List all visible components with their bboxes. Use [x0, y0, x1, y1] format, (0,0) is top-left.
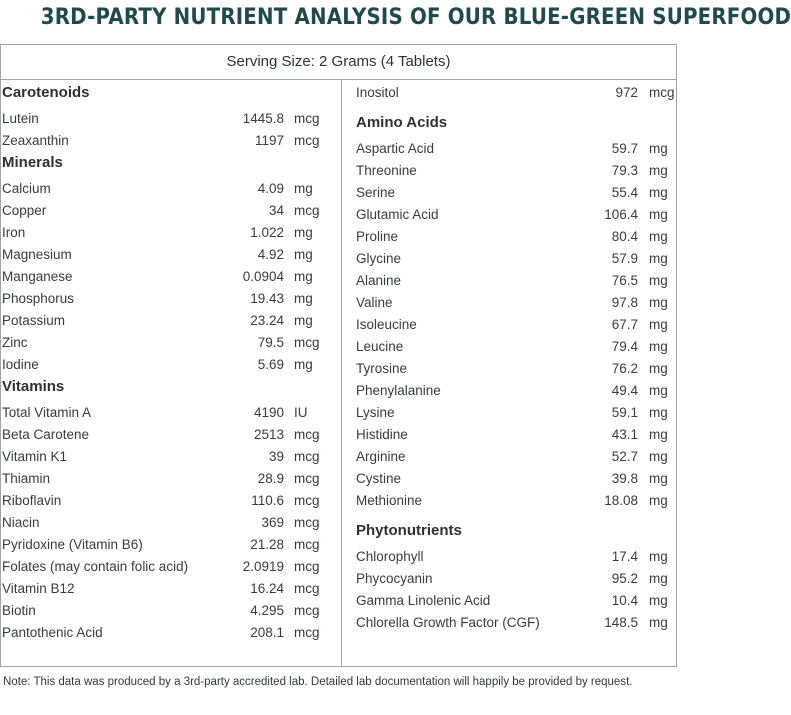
- nutrient-name: Thiamin: [2, 471, 51, 486]
- nutrient-value: 55.4: [611, 185, 638, 200]
- nutrient-unit: mg: [294, 247, 313, 262]
- nutrient-value: 18.08: [604, 493, 638, 508]
- nutrient-name: Biotin: [2, 603, 36, 618]
- nutrient-unit: mg: [294, 313, 313, 328]
- nutrient-name: Manganese: [2, 269, 73, 284]
- nutrient-table: [0, 44, 677, 667]
- nutrient-value: 106.4: [604, 207, 638, 222]
- page-title: 3RD-PARTY NUTRIENT ANALYSIS OF OUR BLUE-GREEN SUPERFOOD: [40, 4, 791, 30]
- nutrient-name: Inositol: [356, 85, 399, 100]
- section-heading: Amino Acids: [356, 114, 448, 131]
- nutrient-unit: mg: [649, 295, 668, 310]
- nutrient-name: Potassium: [2, 313, 66, 328]
- nutrient-value: 79.3: [611, 163, 638, 178]
- nutrient-name: Zeaxanthin: [2, 133, 69, 148]
- nutrient-unit: mcg: [294, 449, 320, 464]
- nutrient-unit: mg: [649, 273, 668, 288]
- nutrient-value: 76.2: [611, 361, 638, 376]
- nutrient-unit: mcg: [294, 427, 320, 442]
- nutrient-value: 34: [268, 203, 284, 218]
- nutrient-value: 369: [261, 515, 284, 530]
- nutrient-unit: mg: [649, 229, 668, 244]
- nutrient-unit: mg: [649, 427, 668, 442]
- nutrient-unit: mcg: [294, 111, 320, 126]
- nutrient-unit: mg: [649, 163, 668, 178]
- nutrient-unit: mcg: [294, 335, 320, 350]
- nutrient-value: 0.0904: [242, 269, 284, 284]
- nutrient-value: 28.9: [257, 471, 284, 486]
- nutrient-value: 21.28: [250, 537, 284, 552]
- nutrient-value: 10.4: [611, 593, 638, 608]
- nutrient-value: 148.5: [604, 615, 638, 630]
- nutrient-unit: mg: [649, 141, 668, 156]
- nutrient-value: 23.24: [250, 313, 284, 328]
- nutrient-name: Isoleucine: [356, 317, 417, 332]
- nutrient-unit: mcg: [294, 625, 320, 640]
- nutrient-unit: mg: [649, 571, 668, 586]
- nutrient-unit: mcg: [294, 559, 320, 574]
- nutrient-unit: mg: [294, 225, 313, 240]
- nutrient-value: 97.8: [611, 295, 638, 310]
- nutrient-name: Phosphorus: [2, 291, 75, 306]
- nutrient-unit: mcg: [294, 581, 320, 596]
- nutrient-name: Leucine: [356, 339, 404, 354]
- nutrient-name: Vitamin B12: [2, 581, 75, 596]
- nutrient-name: Folates (may contain folic acid): [2, 559, 189, 574]
- nutrient-unit: mg: [649, 405, 668, 420]
- nutrient-unit: mcg: [294, 493, 320, 508]
- nutrient-name: Iodine: [2, 357, 39, 372]
- nutrient-name: Riboflavin: [2, 493, 62, 508]
- nutrient-value: 110.6: [251, 493, 284, 508]
- nutrient-unit: mg: [649, 207, 668, 222]
- nutrient-name: Serine: [356, 185, 396, 200]
- nutrient-unit: mg: [649, 471, 668, 486]
- nutrient-value: 19.43: [250, 291, 284, 306]
- nutrient-value: 59.7: [611, 141, 638, 156]
- nutrient-value: 39: [268, 449, 284, 464]
- nutrient-value: 4190: [253, 405, 284, 420]
- nutrient-unit: mcg: [294, 603, 320, 618]
- nutrient-unit: mg: [649, 251, 668, 266]
- nutrient-unit: mcg: [294, 133, 320, 148]
- nutrient-unit: mg: [294, 269, 313, 284]
- nutrient-name: Magnesium: [2, 247, 72, 262]
- nutrient-name: Histidine: [356, 427, 408, 442]
- nutrient-name: Lysine: [356, 405, 395, 420]
- nutrient-name: Chlorella Growth Factor (CGF): [356, 615, 540, 630]
- nutrient-name: Niacin: [2, 515, 40, 530]
- nutrient-name: Vitamin K1: [2, 449, 68, 464]
- section-heading: Phytonutrients: [356, 522, 462, 539]
- nutrient-value: 43.1: [611, 427, 638, 442]
- nutrient-value: 16.24: [250, 581, 284, 596]
- nutrient-unit: mg: [649, 383, 668, 398]
- nutrient-value: 17.4: [611, 549, 638, 564]
- nutrient-value: 49.4: [611, 383, 638, 398]
- nutrient-name: Cystine: [356, 471, 402, 486]
- nutrient-unit: mcg: [649, 85, 675, 100]
- nutrient-value: 1445.8: [242, 111, 284, 126]
- section-heading: Carotenoids: [2, 84, 90, 101]
- nutrient-name: Phenylalanine: [356, 383, 441, 398]
- nutrient-unit: mg: [294, 357, 313, 372]
- nutrient-name: Iron: [2, 225, 26, 240]
- nutrient-value: 1.022: [250, 225, 284, 240]
- nutrient-value: 57.9: [611, 251, 638, 266]
- nutrient-name: Methionine: [356, 493, 423, 508]
- nutrient-unit: mg: [294, 181, 313, 196]
- serving-size: Serving Size: 2 Grams (4 Tablets): [1, 45, 676, 80]
- section-heading: Minerals: [2, 154, 63, 171]
- nutrient-unit: mg: [649, 361, 668, 376]
- nutrient-value: 4.92: [257, 247, 284, 262]
- nutrient-name: Arginine: [356, 449, 406, 464]
- nutrient-value: 972: [615, 85, 638, 100]
- nutrient-unit: mg: [294, 291, 313, 306]
- nutrient-name: Chlorophyll: [356, 549, 424, 564]
- nutrient-unit: mg: [649, 615, 668, 630]
- nutrient-name: Tyrosine: [356, 361, 408, 376]
- nutrient-value: 59.1: [611, 405, 638, 420]
- nutrient-value: 76.5: [611, 273, 638, 288]
- nutrient-name: Calcium: [2, 181, 51, 196]
- nutrient-name: Zinc: [2, 335, 28, 350]
- nutrient-name: Valine: [356, 295, 393, 310]
- nutrient-name: Gamma Linolenic Acid: [356, 593, 491, 608]
- nutrient-unit: mcg: [294, 515, 320, 530]
- nutrient-unit: mg: [649, 449, 668, 464]
- nutrient-value: 4.09: [257, 181, 284, 196]
- nutrient-value: 4.295: [250, 603, 284, 618]
- footnote: Note: This data was produced by a 3rd-party accredited lab. Detailed lab documentation will happily be provided by request.: [3, 676, 633, 688]
- nutrient-unit: mcg: [294, 203, 320, 218]
- column-divider: [341, 79, 342, 666]
- nutrient-name: Aspartic Acid: [356, 141, 435, 156]
- nutrient-value: 2513: [253, 427, 284, 442]
- nutrient-name: Lutein: [2, 111, 39, 126]
- nutrient-name: Copper: [2, 203, 47, 218]
- nutrient-unit: mg: [649, 339, 668, 354]
- nutrient-unit: IU: [294, 405, 308, 420]
- nutrient-name: Proline: [356, 229, 399, 244]
- nutrient-unit: mg: [649, 549, 668, 564]
- nutrient-name: Phycocyanin: [356, 571, 433, 586]
- nutrient-value: 79.4: [611, 339, 638, 354]
- section-heading: Vitamins: [2, 378, 65, 395]
- nutrient-value: 39.8: [611, 471, 638, 486]
- nutrient-name: Pantothenic Acid: [2, 625, 103, 640]
- nutrient-unit: mg: [649, 493, 668, 508]
- nutrient-value: 95.2: [611, 571, 638, 586]
- nutrient-name: Beta Carotene: [2, 427, 90, 442]
- nutrient-unit: mg: [649, 185, 668, 200]
- nutrient-value: 5.69: [257, 357, 284, 372]
- nutrient-unit: mcg: [294, 537, 320, 552]
- nutrient-value: 52.7: [611, 449, 638, 464]
- nutrient-unit: mg: [649, 593, 668, 608]
- nutrient-value: 67.7: [611, 317, 638, 332]
- nutrient-name: Pyridoxine (Vitamin B6): [2, 537, 143, 552]
- nutrient-value: 80.4: [611, 229, 638, 244]
- nutrient-value: 208.1: [250, 625, 284, 640]
- nutrient-value: 79.5: [257, 335, 284, 350]
- nutrient-value: 2.0919: [242, 559, 284, 574]
- nutrient-unit: mcg: [294, 471, 320, 486]
- nutrient-name: Alanine: [356, 273, 402, 288]
- nutrient-name: Threonine: [356, 163, 417, 178]
- nutrient-name: Total Vitamin A: [2, 405, 92, 420]
- nutrient-unit: mg: [649, 317, 668, 332]
- nutrient-name: Glutamic Acid: [356, 207, 439, 222]
- nutrient-value: 1197: [254, 133, 284, 148]
- nutrient-name: Glycine: [356, 251, 402, 266]
